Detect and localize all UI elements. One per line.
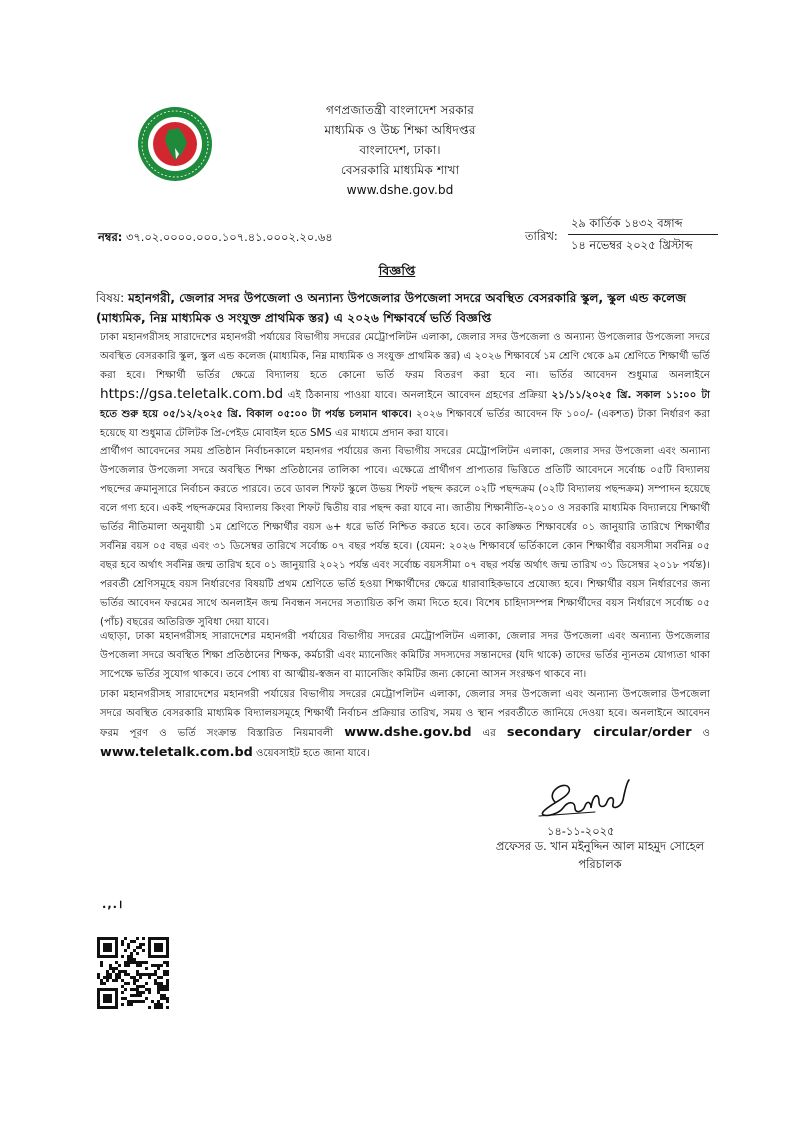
dshe-website-link[interactable]: www.dshe.gov.bd (344, 725, 472, 740)
subject-text: মহানগরী, জেলার সদর উপজেলা ও অন্যান্য উপজেলার উপজেলা সদরে অবস্থিত বেসরকারি স্কুল, স্কুল এন্ড কলেজ (মাধ্যমিক, নিম্ন মাধ্যমিক ও সংযুক্ত প্রাথমিক স্তর) এ ২০২৬ শিক্ষাবর্ষে ভর্তি বিজ্ঞপ্তি (96, 291, 687, 325)
handwritten-signature (535, 772, 645, 820)
letterhead (250, 100, 550, 200)
paragraph-application-process (100, 328, 710, 443)
paragraph-details-websites (100, 685, 710, 763)
memo-value: ৩৭.০২.০০০০.০০০.১০৭.৪১.০০০২.২০.৬৪ (125, 230, 333, 244)
p1-deadline-text: ২১/১১/২০২৫ খ্রি. সকাল ১১:০০ টা হতে শুরু হয়ে ০৫/১২/২০২৫ খ্রি. বিকাল ০৫:০০ টা পর্যন্ত চলমান থাকবে। (100, 390, 710, 420)
p4-text-b: এর (482, 728, 496, 739)
p1-text-b: এই ঠিকানায় পাওয়া যাবে। অনলাইনে আবেদন গ্রহণের প্রক্রিয়া (287, 390, 547, 401)
signer-block (470, 837, 730, 873)
p4-text-a: ঢাকা মহানগরীসহ সারাদেশের মহানগরী পর্যায়ের বিভাগীয় সদরের মেট্রোপলিটন এলাকা, জেলার সদর উপজেলা এবং অন্যান্য উপজেলার উপজেলা সদরে অবস্থিত বেসরকারি মাধ্যমিক বিদ্যালয়সমূহে শিক্ষার্থী নির্বাচন প্রক্রিয়ার তারিখ, সময় ও স্থান পরবর্তীতে জানিয়ে দেওয়া হবে। অনলাইনে আবেদন ফরম পূরণ ও ভর্তি সংক্রান্ত বিস্তারিত নিয়মাবলী (100, 689, 710, 739)
p1-text-c: ২০২৬ শিক্ষাবর্ষে ভর্তির আবেদন ফি ১০০/- (একশত) টাকা নির্ধারণ করা হয়েছে যা শুধুমাত্র টেলিটক প্রি-পেইড মোবাইল হতে SMS এর মাধ্যমে প্রদান করা যাবে। (100, 409, 710, 439)
signer-name: প্রফেসর ড. খান মইনুদ্দিন আল মাহমুদ সোহেল (495, 839, 705, 853)
date-label: তারিখ: (525, 229, 558, 243)
government-seal-logo (135, 104, 215, 184)
paragraph-staff-children: এছাড়া, ঢাকা মহানগরীসহ সারাদেশের মহানগরী পর্যায়ের বিভাগীয় সদরের মেট্রোপলিটন এলাকা, জেলার সদর উপজেলা এবং অন্যান্য উপজেলার উপজেলা সদরে অবস্থিত শিক্ষা প্রতিষ্ঠানের শিক্ষক, কর্মচারী এবং ম্যানেজিং কমিটির সদস্যদের সন্তানদের (যদি থাকে) তাদের ভর্তির ন্যূনতম যোগ্যতা থাকা সাপেক্ষে ভর্তির সুযোগ থাকবে। তবে পোষ্য বা আত্মীয়-স্বজন বা ম্যানেজিং কমিটির জন্য কোনো আসন সংরক্ষণ থাকবে না। (100, 631, 710, 680)
government-name: গণপ্রজাতন্ত্রী বাংলাদেশ সরকার (326, 103, 474, 117)
date-divider (568, 234, 718, 235)
stray-marks: .,.। (102, 897, 124, 911)
signer-designation: পরিচালক (578, 857, 622, 871)
gsa-teletalk-link[interactable]: https://gsa.teletalk.com.bd (100, 386, 284, 402)
directorate-name: মাধ্যমিক ও উচ্চ শিক্ষা অধিদপ্তর (324, 123, 476, 137)
p4-text-e: ওয়েবসাইট হতে জানা যাবে। (256, 748, 370, 759)
secondary-circular-text: secondary circular/order (506, 725, 692, 740)
date-gregorian: ১৪ নভেম্বর ২০২৫ খ্রিস্টাব্দ (571, 238, 693, 252)
branch-name: বেসরকারি মাধ্যমিক শাখা (340, 163, 460, 177)
signature-date: ১৪-১১-২০২৫ (547, 824, 615, 838)
p1-text-a: ঢাকা মহানগরীসহ সারাদেশের মহানগরী পর্যায়ের বিভাগীয় সদরের মেট্রোপলিটন এলাকা, জেলার সদর উপজেলা ও অন্যান্য উপজেলার উপজেলা সদরে অবস্থিত বেসরকারি স্কুল, স্কুল এন্ড কলেজ (মাধ্যমিক, নিম্ন মাধ্যমিক ও সংযুক্ত প্রাথমিক স্তর) এ ২০২৬ শিক্ষাবর্ষে ১ম শ্রেণি থেকে ৯ম শ্রেণিতে শিক্ষার্থী ভর্তি করা হবে। শিক্ষার্থী ভর্তির ক্ষেত্রে বিদ্যালয় হতে কোনো ভর্তি ফরম বিতরণ করা হবে না। ভর্তির আবেদন শুধুমাত্র অনলাইনে (100, 332, 710, 381)
notice-title: বিজ্ঞপ্তি (378, 263, 416, 278)
subject-line (96, 288, 716, 328)
location: বাংলাদেশ, ঢাকা। (359, 143, 441, 157)
p4-text-d: ও (702, 728, 710, 739)
qr-code (97, 937, 169, 1009)
date-bangla: ২৯ কার্তিক ১৪৩২ বঙ্গাব্দ (571, 216, 683, 230)
memo-label: নম্বর: (98, 230, 123, 244)
paragraph-selection-age: প্রার্থীগণ আবেদনের সময় প্রতিষ্ঠান নির্বাচনকালে মহানগর পর্যায়ের জন্য বিভাগীয় সদরের মেট্রোপলিটন এলাকা, জেলার সদর উপজেলা এবং অন্যান্য উপজেলার উপজেলা সদরে অবস্থিত শিক্ষা প্রতিষ্ঠানের তালিকা পাবে। এক্ষেত্রে প্রার্থীগণ প্রাপ্যতার ভিত্তিতে প্রতিটি আবেদনে সর্বোচ্চ ০৫টি বিদ্যালয় পছন্দের ক্রমানুসারে নির্বাচন করতে পারবে। তবে ডাবল শিফট স্কুলে উভয় শিফট পছন্দ করলে ০২টি পছন্দক্রম (০২টি বিদ্যালয় পছন্দক্রম) সম্পাদন হয়েছে বলে গণ্য হবে। একই পছন্দক্রমের বিদ্যালয় কিংবা শিফট দ্বিতীয় বার পছন্দ করা যাবে না। জাতীয় শিক্ষানীতি-২০১০ ও সরকারি মাধ্যমিক বিদ্যালয়ে শিক্ষার্থী ভর্তির নীতিমালা অনুযায়ী ১ম শ্রেণিতে শিক্ষার্থীর বয়স ৬+ ধরে ভর্তি নিশ্চিত করতে হবে। তবে কাঙ্ক্ষিত শিক্ষাবর্ষের ০১ জানুয়ারি তারিখে শিক্ষার্থীর সর্বনিম্ন বয়স ০৫ বছর এবং ৩১ ডিসেম্বর তারিখে সর্বোচ্চ ০৭ বছর পর্যন্ত হবে। (যেমন: ২০২৬ শিক্ষাবর্ষে ভর্তিকালে কোন শিক্ষার্থীর বয়সসীমা সর্বনিম্ন ০৫ বছর হবে অর্থাৎ সর্বনিম্ন জন্ম তারিখ হবে ০১ জানুয়ারি ২০২১ পর্যন্ত এবং সর্বোচ্চ বয়সসীমা ০৭ বছর পর্যন্ত অর্থাৎ জন্ম তারিখ ৩১ ডিসেম্বর ২০১৮ পর্যন্ত)। পরবর্তী শ্রেণিসমূহে বয়স নির্ধারণের বিষয়টি প্রথম শ্রেণিতে ভর্তি হওয়া শিক্ষার্থীদের ক্ষেত্রে ধারাবাহিকভাবে প্রযোজ্য হবে। শিক্ষার্থীর বয়স নির্ধারণের জন্য ভর্তির আবেদন ফরমের সাথে অনলাইন জন্ম নিবন্ধন সনদের সত্যায়িত কপি জমা দিতে হবে। বিশেষ চাহিদাসম্পন্ন শিক্ষার্থীদের বয়স নির্ধারণে সর্বোচ্চ ০৫ (পাঁচ) বছরের অতিরিক্ত সুবিধা দেয়া যাবে। (100, 446, 710, 628)
memo-number (98, 229, 333, 248)
website-link[interactable]: www.dshe.gov.bd (346, 183, 454, 197)
subject-label: বিষয়: (96, 291, 125, 305)
teletalk-website-link[interactable]: www.teletalk.com.bd (100, 745, 253, 760)
